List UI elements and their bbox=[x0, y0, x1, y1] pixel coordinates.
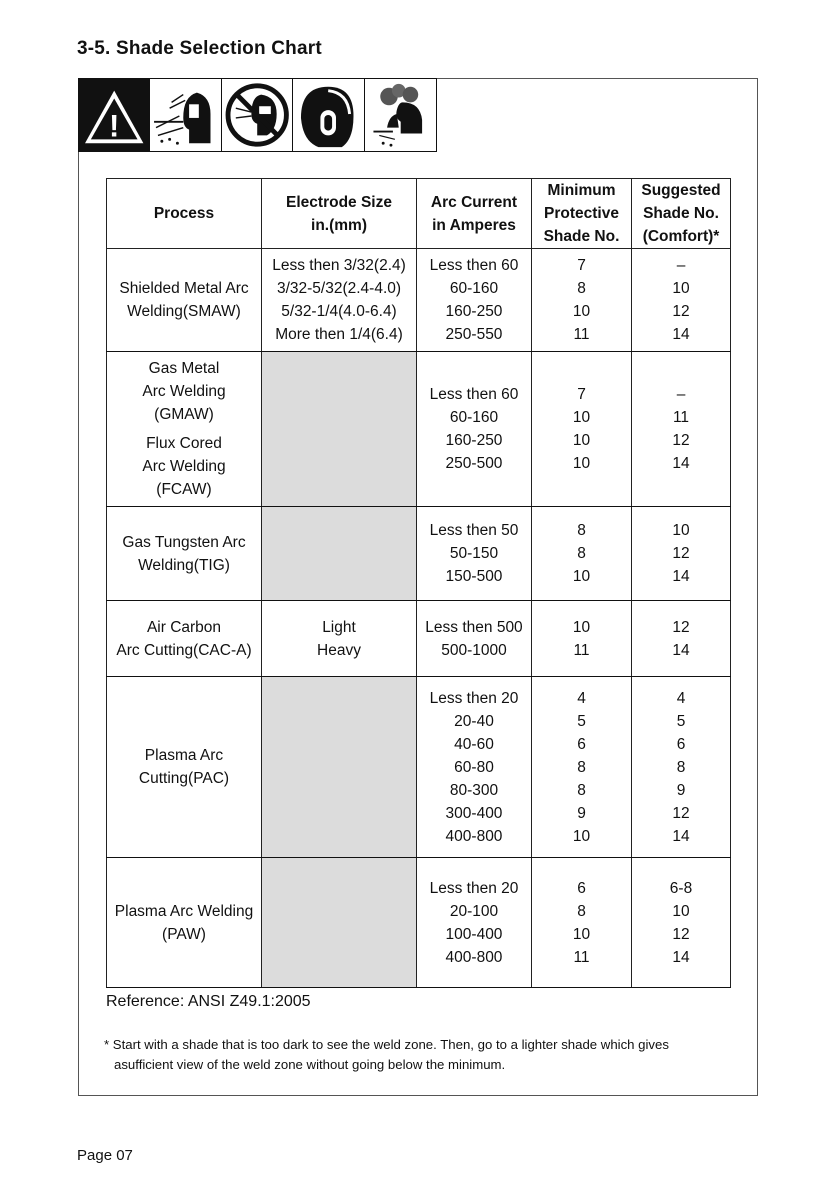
minimum-shade-value: 7 bbox=[577, 257, 586, 274]
arc-current-value: 20-40 bbox=[454, 712, 494, 730]
arc-current-value: 400-800 bbox=[445, 948, 503, 966]
electrode-size-cell bbox=[262, 601, 417, 677]
suggested-shade-cell bbox=[632, 677, 731, 858]
arc-current-value: 60-160 bbox=[449, 409, 499, 426]
arc-current-value: 50-150 bbox=[449, 545, 499, 562]
minimum-shade-value: 8 bbox=[577, 902, 586, 920]
electrode-size-cell bbox=[262, 677, 417, 858]
process-cell bbox=[107, 352, 262, 507]
electrode-size-cell bbox=[262, 507, 417, 601]
minimum-shade-value: 8 bbox=[577, 545, 586, 562]
process-value: Arc Welding bbox=[142, 458, 226, 475]
arc-current-cell bbox=[417, 858, 532, 988]
minimum-shade-value: 6 bbox=[577, 879, 586, 897]
process-value: Shielded Metal Arc bbox=[119, 280, 249, 297]
arc-current-value: Less then 500 bbox=[425, 618, 523, 636]
process-cell bbox=[107, 507, 262, 601]
header-electrode-size: Electrode Size in.(mm) bbox=[262, 179, 417, 249]
suggested-shade-value: 8 bbox=[676, 758, 686, 776]
minimum-shade-cell bbox=[532, 677, 632, 858]
process-cell bbox=[107, 249, 262, 352]
page-number: Page 07 bbox=[77, 1147, 133, 1164]
reference-note: Reference: ANSI Z49.1:2005 bbox=[106, 993, 311, 1010]
arc-current-value: 250-500 bbox=[445, 455, 503, 472]
hearing-protection-icon bbox=[293, 79, 364, 151]
minimum-shade-value: 5 bbox=[577, 712, 586, 730]
arc-current-value: 40-60 bbox=[454, 735, 494, 753]
minimum-shade-value: 10 bbox=[572, 303, 591, 320]
suggested-shade-cell bbox=[632, 601, 731, 677]
minimum-shade-value: 11 bbox=[573, 326, 590, 343]
suggested-shade-value: 10 bbox=[672, 902, 690, 920]
process-value: Gas Metal bbox=[148, 360, 220, 377]
arc-current-value: 80-300 bbox=[449, 781, 499, 799]
footnote-line: asufficient view of the weld zone without going below the minimum. bbox=[114, 1057, 506, 1072]
table-row bbox=[107, 352, 731, 507]
arc-current-cell bbox=[417, 507, 532, 601]
process-cell bbox=[107, 677, 262, 858]
suggested-shade-cell bbox=[632, 352, 731, 507]
process-value: (GMAW) bbox=[154, 406, 214, 423]
arc-current-cell bbox=[417, 677, 532, 858]
process-value: Arc Cutting(CAC-A) bbox=[116, 641, 252, 659]
suggested-shade-value: 10 bbox=[672, 522, 690, 539]
suggested-shade-value: 4 bbox=[676, 689, 686, 707]
arc-current-value: Less then 60 bbox=[429, 386, 519, 403]
table-row bbox=[107, 677, 731, 858]
arc-current-value: Less then 60 bbox=[429, 257, 519, 274]
minimum-shade-cell bbox=[532, 352, 632, 507]
process-value: Plasma Arc bbox=[144, 747, 224, 764]
electrode-size-value: Light bbox=[322, 618, 356, 636]
minimum-shade-value: 11 bbox=[573, 641, 590, 659]
minimum-shade-cell bbox=[532, 858, 632, 988]
minimum-shade-cell bbox=[532, 507, 632, 601]
minimum-shade-value: 11 bbox=[573, 948, 590, 966]
process-value: Air Carbon bbox=[146, 618, 222, 636]
electrode-size-value: 3/32-5/32(2.4-4.0) bbox=[276, 280, 402, 297]
table-row bbox=[107, 858, 731, 988]
header-process: Process bbox=[107, 179, 262, 249]
minimum-shade-cell bbox=[532, 601, 632, 677]
minimum-shade-value: 8 bbox=[577, 781, 586, 799]
arc-current-value: Less then 50 bbox=[429, 522, 519, 539]
process-value: Plasma Arc Welding bbox=[114, 902, 254, 920]
suggested-shade-value: 6 bbox=[676, 735, 686, 753]
process-value: Gas Tungsten Arc bbox=[122, 533, 246, 551]
arc-current-value: 400-800 bbox=[445, 827, 503, 845]
header-minimum-shade: Minimum Protective Shade No. bbox=[532, 179, 632, 249]
arc-current-value: 250-550 bbox=[445, 326, 503, 343]
minimum-shade-value: 4 bbox=[577, 689, 586, 707]
process-cell bbox=[107, 858, 262, 988]
electrode-size-cell bbox=[262, 249, 417, 352]
minimum-shade-value: 10 bbox=[572, 455, 591, 472]
electrode-size-value: Less then 3/32(2.4) bbox=[272, 257, 406, 274]
arc-current-value: Less then 20 bbox=[429, 689, 519, 707]
suggested-shade-value: 14 bbox=[672, 326, 690, 343]
minimum-shade-value: 9 bbox=[577, 804, 586, 822]
page-title: 3-5. Shade Selection Chart bbox=[77, 38, 322, 59]
suggested-shade-value: 12 bbox=[672, 925, 690, 943]
process-value: (FCAW) bbox=[156, 481, 212, 498]
suggested-shade-value: 14 bbox=[672, 827, 690, 845]
arc-current-value: 160-250 bbox=[445, 432, 503, 449]
suggested-shade-cell bbox=[632, 249, 731, 352]
suggested-shade-value: 14 bbox=[672, 455, 690, 472]
process-value: Arc Welding bbox=[142, 383, 226, 400]
minimum-shade-value: 10 bbox=[572, 827, 591, 845]
minimum-shade-value: 10 bbox=[572, 618, 591, 636]
footnote bbox=[104, 1035, 744, 1075]
suggested-shade-value: 14 bbox=[672, 568, 690, 585]
minimum-shade-value: 8 bbox=[577, 522, 586, 539]
shade-selection-table bbox=[106, 178, 731, 988]
arc-current-value: Less then 20 bbox=[429, 879, 519, 897]
suggested-shade-cell bbox=[632, 507, 731, 601]
process-value: Cutting(PAC) bbox=[138, 770, 230, 787]
electrode-size-cell bbox=[262, 352, 417, 507]
fumes-hazard-icon bbox=[365, 79, 436, 151]
minimum-shade-value: 10 bbox=[572, 409, 591, 426]
suggested-shade-value: – bbox=[676, 257, 686, 274]
warning-mark: ! bbox=[109, 108, 120, 144]
arc-rays-hazard-icon bbox=[150, 79, 221, 151]
header-suggested-shade: Suggested Shade No. (Comfort)* bbox=[632, 179, 731, 249]
table-body bbox=[107, 249, 731, 988]
table-row bbox=[107, 507, 731, 601]
suggested-shade-value: 12 bbox=[672, 545, 690, 562]
minimum-shade-value: 8 bbox=[577, 280, 586, 297]
process-cell bbox=[107, 601, 262, 677]
suggested-shade-value: 12 bbox=[672, 804, 690, 822]
table-header-row bbox=[107, 179, 731, 249]
minimum-shade-value: 10 bbox=[572, 568, 591, 585]
suggested-shade-value: 12 bbox=[672, 303, 690, 320]
minimum-shade-value: 6 bbox=[577, 735, 586, 753]
no-viewing-arc-icon bbox=[222, 79, 293, 151]
suggested-shade-value: 10 bbox=[672, 280, 690, 297]
suggested-shade-value: 6-8 bbox=[669, 879, 693, 897]
table-row bbox=[107, 601, 731, 677]
suggested-shade-value: – bbox=[676, 386, 686, 403]
arc-current-value: 60-80 bbox=[454, 758, 494, 776]
suggested-shade-value: 14 bbox=[672, 641, 690, 659]
header-arc-current: Arc Current in Amperes bbox=[417, 179, 532, 249]
arc-current-value: 300-400 bbox=[445, 804, 503, 822]
process-value: (PAW) bbox=[162, 925, 206, 943]
suggested-shade-value: 9 bbox=[676, 781, 686, 799]
suggested-shade-value: 11 bbox=[672, 409, 690, 426]
minimum-shade-value: 10 bbox=[572, 925, 591, 943]
warning-triangle-icon bbox=[79, 79, 150, 151]
suggested-shade-value: 5 bbox=[676, 712, 686, 730]
electrode-size-value: More then 1/4(6.4) bbox=[275, 326, 403, 343]
process-value: Welding(TIG) bbox=[138, 556, 230, 574]
minimum-shade-value: 8 bbox=[577, 758, 586, 776]
suggested-shade-value: 12 bbox=[672, 432, 690, 449]
arc-current-value: 500-1000 bbox=[441, 641, 507, 659]
arc-current-value: 20-100 bbox=[449, 902, 499, 920]
arc-current-value: 60-160 bbox=[449, 280, 499, 297]
minimum-shade-cell bbox=[532, 249, 632, 352]
arc-current-value: 100-400 bbox=[445, 925, 503, 943]
arc-current-value: 150-500 bbox=[445, 568, 503, 585]
minimum-shade-value: 10 bbox=[572, 432, 591, 449]
suggested-shade-value: 12 bbox=[672, 618, 690, 636]
footnote-line: * Start with a shade that is too dark to see the weld zone. Then, go to a lighter shade which gives bbox=[104, 1037, 669, 1052]
arc-current-cell bbox=[417, 601, 532, 677]
process-value: Flux Cored bbox=[146, 435, 222, 452]
minimum-shade-value: 7 bbox=[577, 386, 586, 403]
arc-current-cell bbox=[417, 249, 532, 352]
electrode-size-cell bbox=[262, 858, 417, 988]
suggested-shade-value: 14 bbox=[672, 948, 690, 966]
process-value: Welding(SMAW) bbox=[127, 303, 241, 320]
safety-icons-strip bbox=[78, 78, 437, 152]
electrode-size-value: Heavy bbox=[317, 641, 361, 659]
arc-current-cell bbox=[417, 352, 532, 507]
electrode-size-value: 5/32-1/4(4.0-6.4) bbox=[281, 303, 397, 320]
suggested-shade-cell bbox=[632, 858, 731, 988]
table-row bbox=[107, 249, 731, 352]
arc-current-value: 160-250 bbox=[445, 303, 503, 320]
